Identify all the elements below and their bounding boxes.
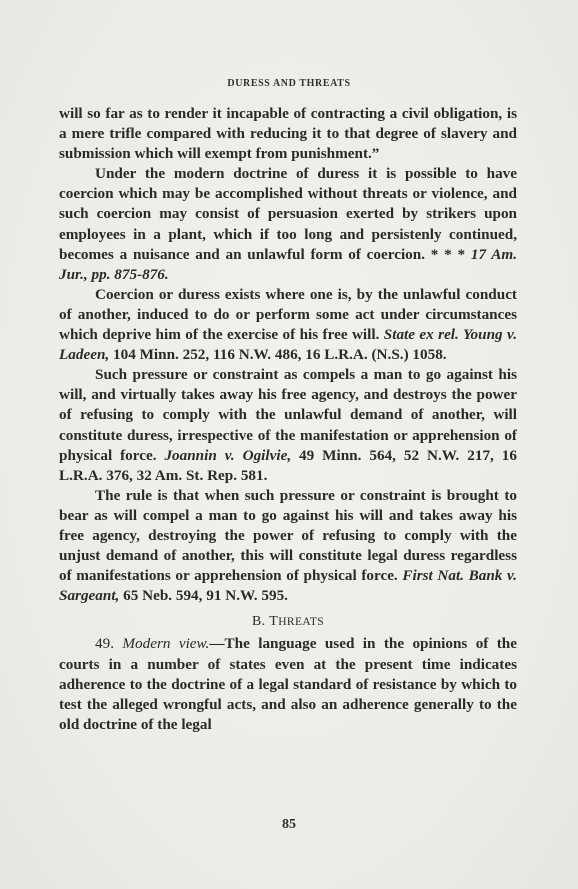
section-number: 49. [95,635,123,653]
section-title: Modern view. [122,635,210,653]
citation: 17 Am. Jur., pp. 875-876. [59,245,517,283]
paragraph-coercion [59,285,517,365]
paragraph-modern-view [59,634,517,734]
case-name: State ex rel. Young v. Ladeen, [59,326,517,364]
paragraph-continuation: will so far as to render it incapable of contracting a civil obligation, is a mere trifle compared with reducing it to that degree of slavery and submission which will exempt from punishment.” [59,105,517,163]
case-name: Joannin v. Ogilvie, [164,446,292,464]
paragraph-modern-doctrine [59,164,517,285]
paragraph-text: —The language used in the opinions of the courts in a number of states even at the present time indicates adherence to the doctrine of a legal standard of resistance by which to test the alleged wrongful acts, and also an adherence generally to the old doctrine of the legal [59,635,517,733]
paragraph-rule [59,486,517,607]
paragraph-text: Coercion or duress exists where one is, by the unlawful conduct of another, induced to do or perform some act under circumstances which deprive him of the exercise of his free will. [59,285,517,344]
paragraph-text: Such pressure or constraint as compels a man to go against his will, and virtually takes away his free agency, and destroys the power of refusing to comply with the unlawful demand of another, will constitute duress, irrespective of the manifestation or apprehension of physical force. [59,366,517,464]
case-name: First Nat. Bank v. Sargeant, [59,567,517,605]
section-heading-letter: B. T [251,614,279,630]
citation: 104 Minn. 252, 116 N.W. 486, 16 L.R.A. (N.S.) 1058. [109,346,447,364]
paragraph-text: The rule is that when such pressure or constraint is brought to bear as will compel a man to go against his will and takes away his free agency, destroying the power of refusing to comply with the unjust demand of another, this will constitute legal duress regardless of manifestations or apprehension of physical force. [59,486,517,585]
paragraph-pressure [59,365,517,486]
running-head: DURESS AND THREATS [227,78,351,89]
body-text [59,104,517,735]
page-number: 85 [282,817,296,832]
section-heading [59,612,517,632]
citation: 65 Neb. 594, 91 N.W. 595. [119,587,288,605]
paragraph-text: Under the modern doctrine of duress it is possible to have coercion which may be accomplished without threats or violence, and such coercion may consist of persuasion exerted by strikers upon employees in a plant, which if too long and persistenly continued, becomes a nuisance and an unlawful form of coercion. * * * [59,165,517,263]
citation: 49 Minn. 564, 52 N.W. 217, 16 L.R.A. 376, 32 Am. St. Rep. 581. [59,446,517,484]
section-heading-rest: HREATS [278,616,325,629]
